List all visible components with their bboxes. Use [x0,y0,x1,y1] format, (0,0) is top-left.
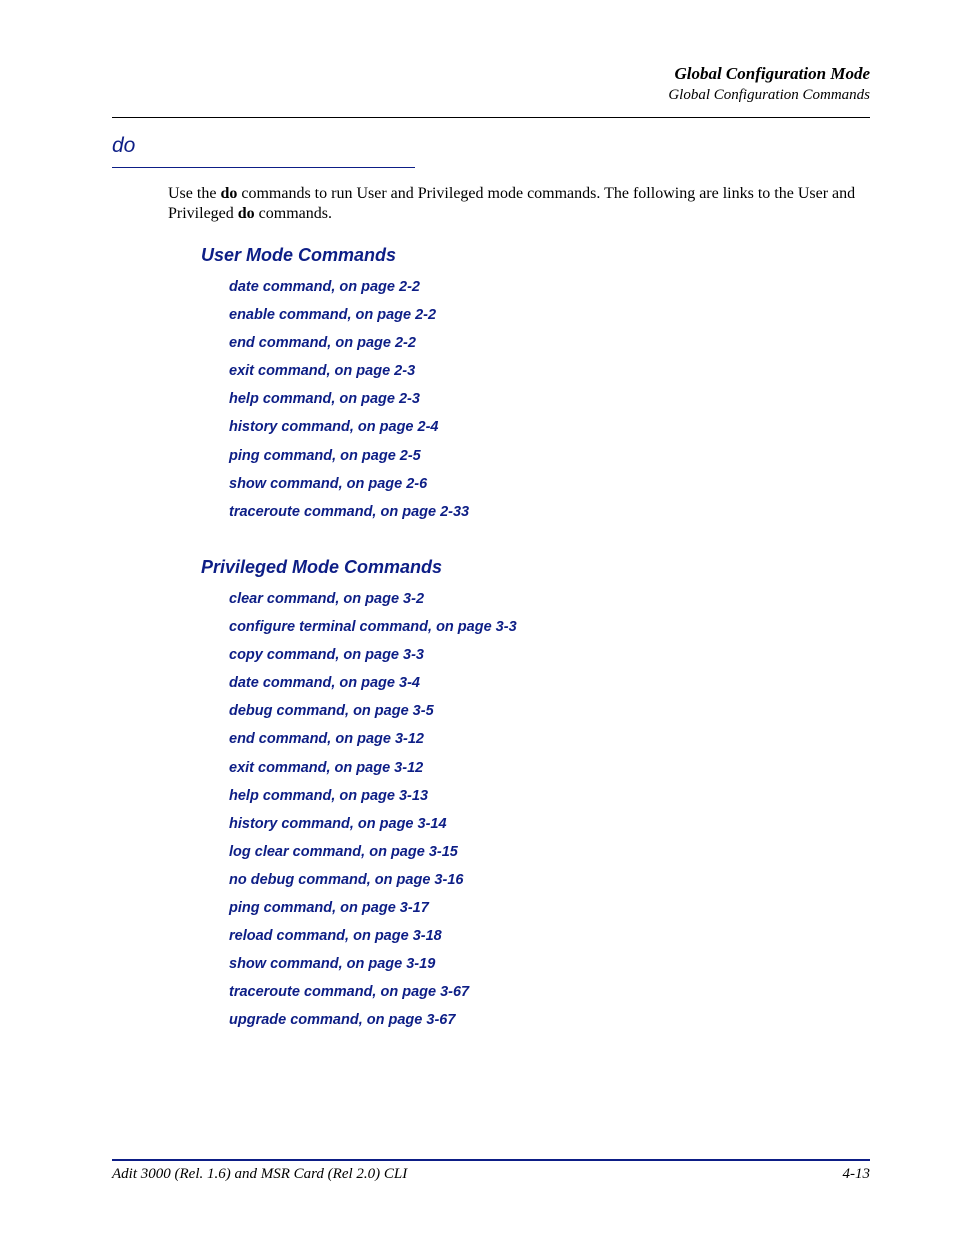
intro-text-1: Use the [168,185,221,202]
privileged-mode-link[interactable]: copy command, on page 3-3 [229,647,424,664]
intro-keyword-2: do [237,205,255,222]
privileged-mode-link[interactable]: date command, on page 3-4 [229,675,420,692]
page-number: 4-13 [842,1166,870,1182]
footer-divider [112,1159,870,1161]
user-mode-link[interactable]: ping command, on page 2-5 [229,447,421,464]
privileged-mode-link[interactable]: clear command, on page 3-2 [229,591,425,607]
privileged-mode-link[interactable]: log clear command, on page 3-15 [229,843,458,860]
footer-document-title: Adit 3000 (Rel. 1.6) and MSR Card (Rel 2.0) CLI [112,1166,408,1182]
privileged-mode-heading: Privileged Mode Commands [201,557,443,577]
running-header-subtitle: Global Configuration Commands [668,87,870,103]
intro-paragraph [168,184,870,224]
privileged-mode-link[interactable]: configure terminal command, on page 3-3 [229,619,517,636]
privileged-mode-link[interactable]: no debug command, on page 3-16 [229,871,464,888]
privileged-mode-link[interactable]: exit command, on page 3-12 [229,759,424,776]
privileged-mode-link[interactable]: end command, on page 3-12 [229,731,424,748]
running-header-title: Global Configuration Mode [674,64,870,83]
user-mode-link[interactable]: show command, on page 2-6 [229,475,428,492]
privileged-mode-link[interactable]: help command, on page 3-13 [229,787,429,804]
user-mode-link[interactable]: end command, on page 2-2 [229,335,416,352]
privileged-mode-link[interactable]: history command, on page 3-14 [229,815,447,832]
section-title-rule [112,167,415,168]
intro-keyword-1: do [220,185,238,202]
privileged-mode-link[interactable]: ping command, on page 3-17 [229,900,429,917]
user-mode-link[interactable]: exit command, on page 2-3 [229,363,416,380]
user-mode-link[interactable]: history command, on page 2-4 [229,419,439,436]
user-mode-link[interactable]: help command, on page 2-3 [229,391,420,408]
privileged-mode-link[interactable]: show command, on page 3-19 [229,956,436,973]
user-mode-heading: User Mode Commands [201,245,397,265]
user-mode-link[interactable]: date command, on page 2-2 [229,279,420,295]
privileged-mode-link-list [229,585,517,1035]
section-title: do [112,134,136,157]
user-mode-link[interactable]: enable command, on page 2-2 [229,307,437,324]
privileged-mode-link[interactable]: reload command, on page 3-18 [229,928,442,945]
privileged-mode-link[interactable]: debug command, on page 3-5 [229,703,434,720]
user-mode-link-list [229,273,469,526]
privileged-mode-link[interactable]: traceroute command, on page 3-67 [229,984,470,1001]
intro-text-2: commands to run User and Privileged mode commands. The following are links to the User and Privileged [168,185,856,222]
header-divider [112,117,870,118]
privileged-mode-link[interactable]: upgrade command, on page 3-67 [229,1012,456,1029]
user-mode-link[interactable]: traceroute command, on page 2-33 [229,503,470,520]
intro-text-3: commands. [254,205,332,222]
